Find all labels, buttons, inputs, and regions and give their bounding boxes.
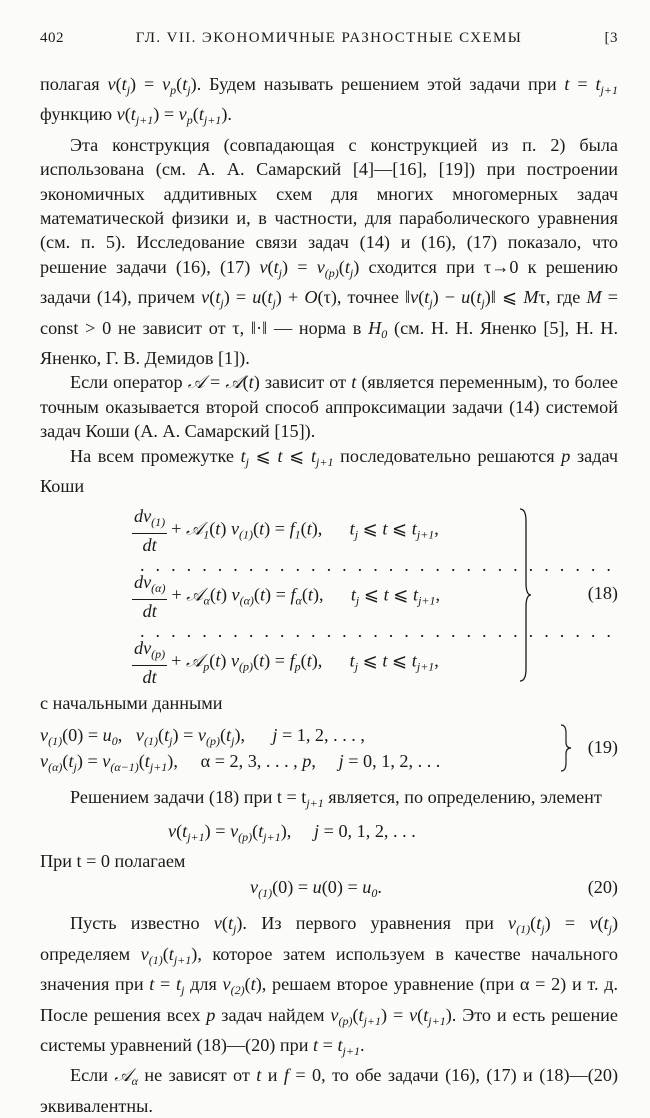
dots-row: ............................... — [140, 620, 622, 641]
page-body — [40, 72, 622, 1118]
equation-number-18: (18) — [587, 582, 618, 603]
dots-row: ............................... — [140, 554, 622, 575]
paragraph-3: Если оператор 𝒜 = 𝒜(t) зависит от t (является переменным), то более точным оказывается второй способ аппроксимации задачи (14) системой задач Коши (А. А. Самарский [15]). — [40, 372, 619, 442]
initial-data-label: с начальными данными — [40, 692, 223, 713]
equation-20-block: При t = 0 полагаем $v_{(1)}(0) = u(0) = u_0$. (20) — [40, 851, 618, 901]
paragraph-1: полагая $v(t_j) = v_p(t_j)$. Будем называть решением этой задачи при $t = t_{j+1}$ функцию $v(t_{j+1}) = v_p(t_{j+1})$. — [40, 74, 618, 128]
equation-system-18: $\frac{dv_{(1)}}{dt}$ + 𝒜$_1$(t) $v_{(1)}(t) = f_1(t)$, $t_j$ ⩽ t ⩽ $t_{j+1}$, ............................... $\frac{dv_{(\alpha)}}{dt}$ + 𝒜$_\alpha$(t) $v_{(\alpha)}(t) = f_\alpha(t)$, $t_j$ ⩽ t ⩽ $t_{j+1}$, ............................... $\frac{dv_{(p)}}{dt}$ + 𝒜$_p$(t) $v_{(p)}(t) = f_p(t)$, $t_j$ ⩽ t ⩽ $t_{j+1}$, (18) — [134, 505, 622, 687]
equation-element: $v(t_{j+1}) = v_{(p)}(t_{j+1})$, j = 0, 1, 2, . . . — [168, 821, 416, 845]
running-head: ГЛ. VII. ЭКОНОМИЧНЫЕ РАЗНОСТНЫЕ СХЕМЫ — [135, 30, 523, 46]
paragraph-2: Эта конструкция (совпадающая с конструкцией из п. 2) была использована (см. А. А. Самарский [4]—[16], [19]) при построении экономичных аддитивных схем для многих многомерных задач математической физики и, в частности, для параболического уравнения (см. п. 5). Исследование связи задач (14) и (16), (17) показало, что решение задачи (16), (17) $v(t_j) = v_{(p)}(t_j)$ сходится при τ→0 к решению задачи (14), причем $v(t_j) = u(t_j) + O(\tau)$, точнее $‖v(t_j)$ − $u(t_j)‖$ ⩽ Mτ, где M = const > 0 не зависит от τ, ‖·‖ — норма в $H_0$ (см. Н. Н. Яненко [5], Н. Н. Яненко, Г. В. Демидов [1]). — [40, 134, 618, 369]
paragraph-8: Если 𝒜$_\alpha$ не зависят от t и f = 0, то обе задачи (16), (17) и (18)—(20) эквивалентны. — [40, 1065, 619, 1116]
page-number: 402 — [40, 30, 64, 46]
section-number: [3 — [604, 30, 618, 46]
paragraph-4: На всем промежутке $t_j$ ⩽ t ⩽ $t_{j+1}$ последовательно решаются p задач Коши — [40, 445, 618, 497]
equation-number-19: (19) — [587, 736, 618, 757]
equation-19: $v_{(1)}(0) = u_0$, $v_{(1)}(t_j) = v_{(p)}(t_j)$, j = 1, 2, . . . , $v_{(\alpha)}(t_j) = v_{(\alpha-1)}(t_{j+1})$, α = 2, 3, . . . , p, j = 0, 1, 2, . . . (19) — [40, 724, 618, 774]
equation-number-20: (20) — [587, 877, 618, 898]
right-brace-icon — [518, 505, 532, 685]
page-header — [40, 30, 618, 52]
right-brace-icon — [560, 723, 572, 773]
paragraph-6: При t = 0 полагаем — [40, 851, 186, 872]
paragraph-7: Пусть известно $v(t_j)$. Из первого уравнения при $v_{(1)}(t_j) = v(t_j)$ определяем $v_{(1)}(t_{j+1})$, которое затем используем в качестве начального значения при $t = t_j$ для $v_{(2)}(t)$, решаем второе уравнение (при α = 2) и т. д. После решения всех p задач найдем $v_{(p)}(t_{j+1}) = v(t_{j+1})$. Это и есть решение системы уравнений (18)—(20) при $t = t_{j+1}$. — [40, 913, 619, 1058]
paragraph-5: Решением задачи (18) при $t = t_{j+1}$ является, по определению, элемент — [70, 786, 602, 810]
